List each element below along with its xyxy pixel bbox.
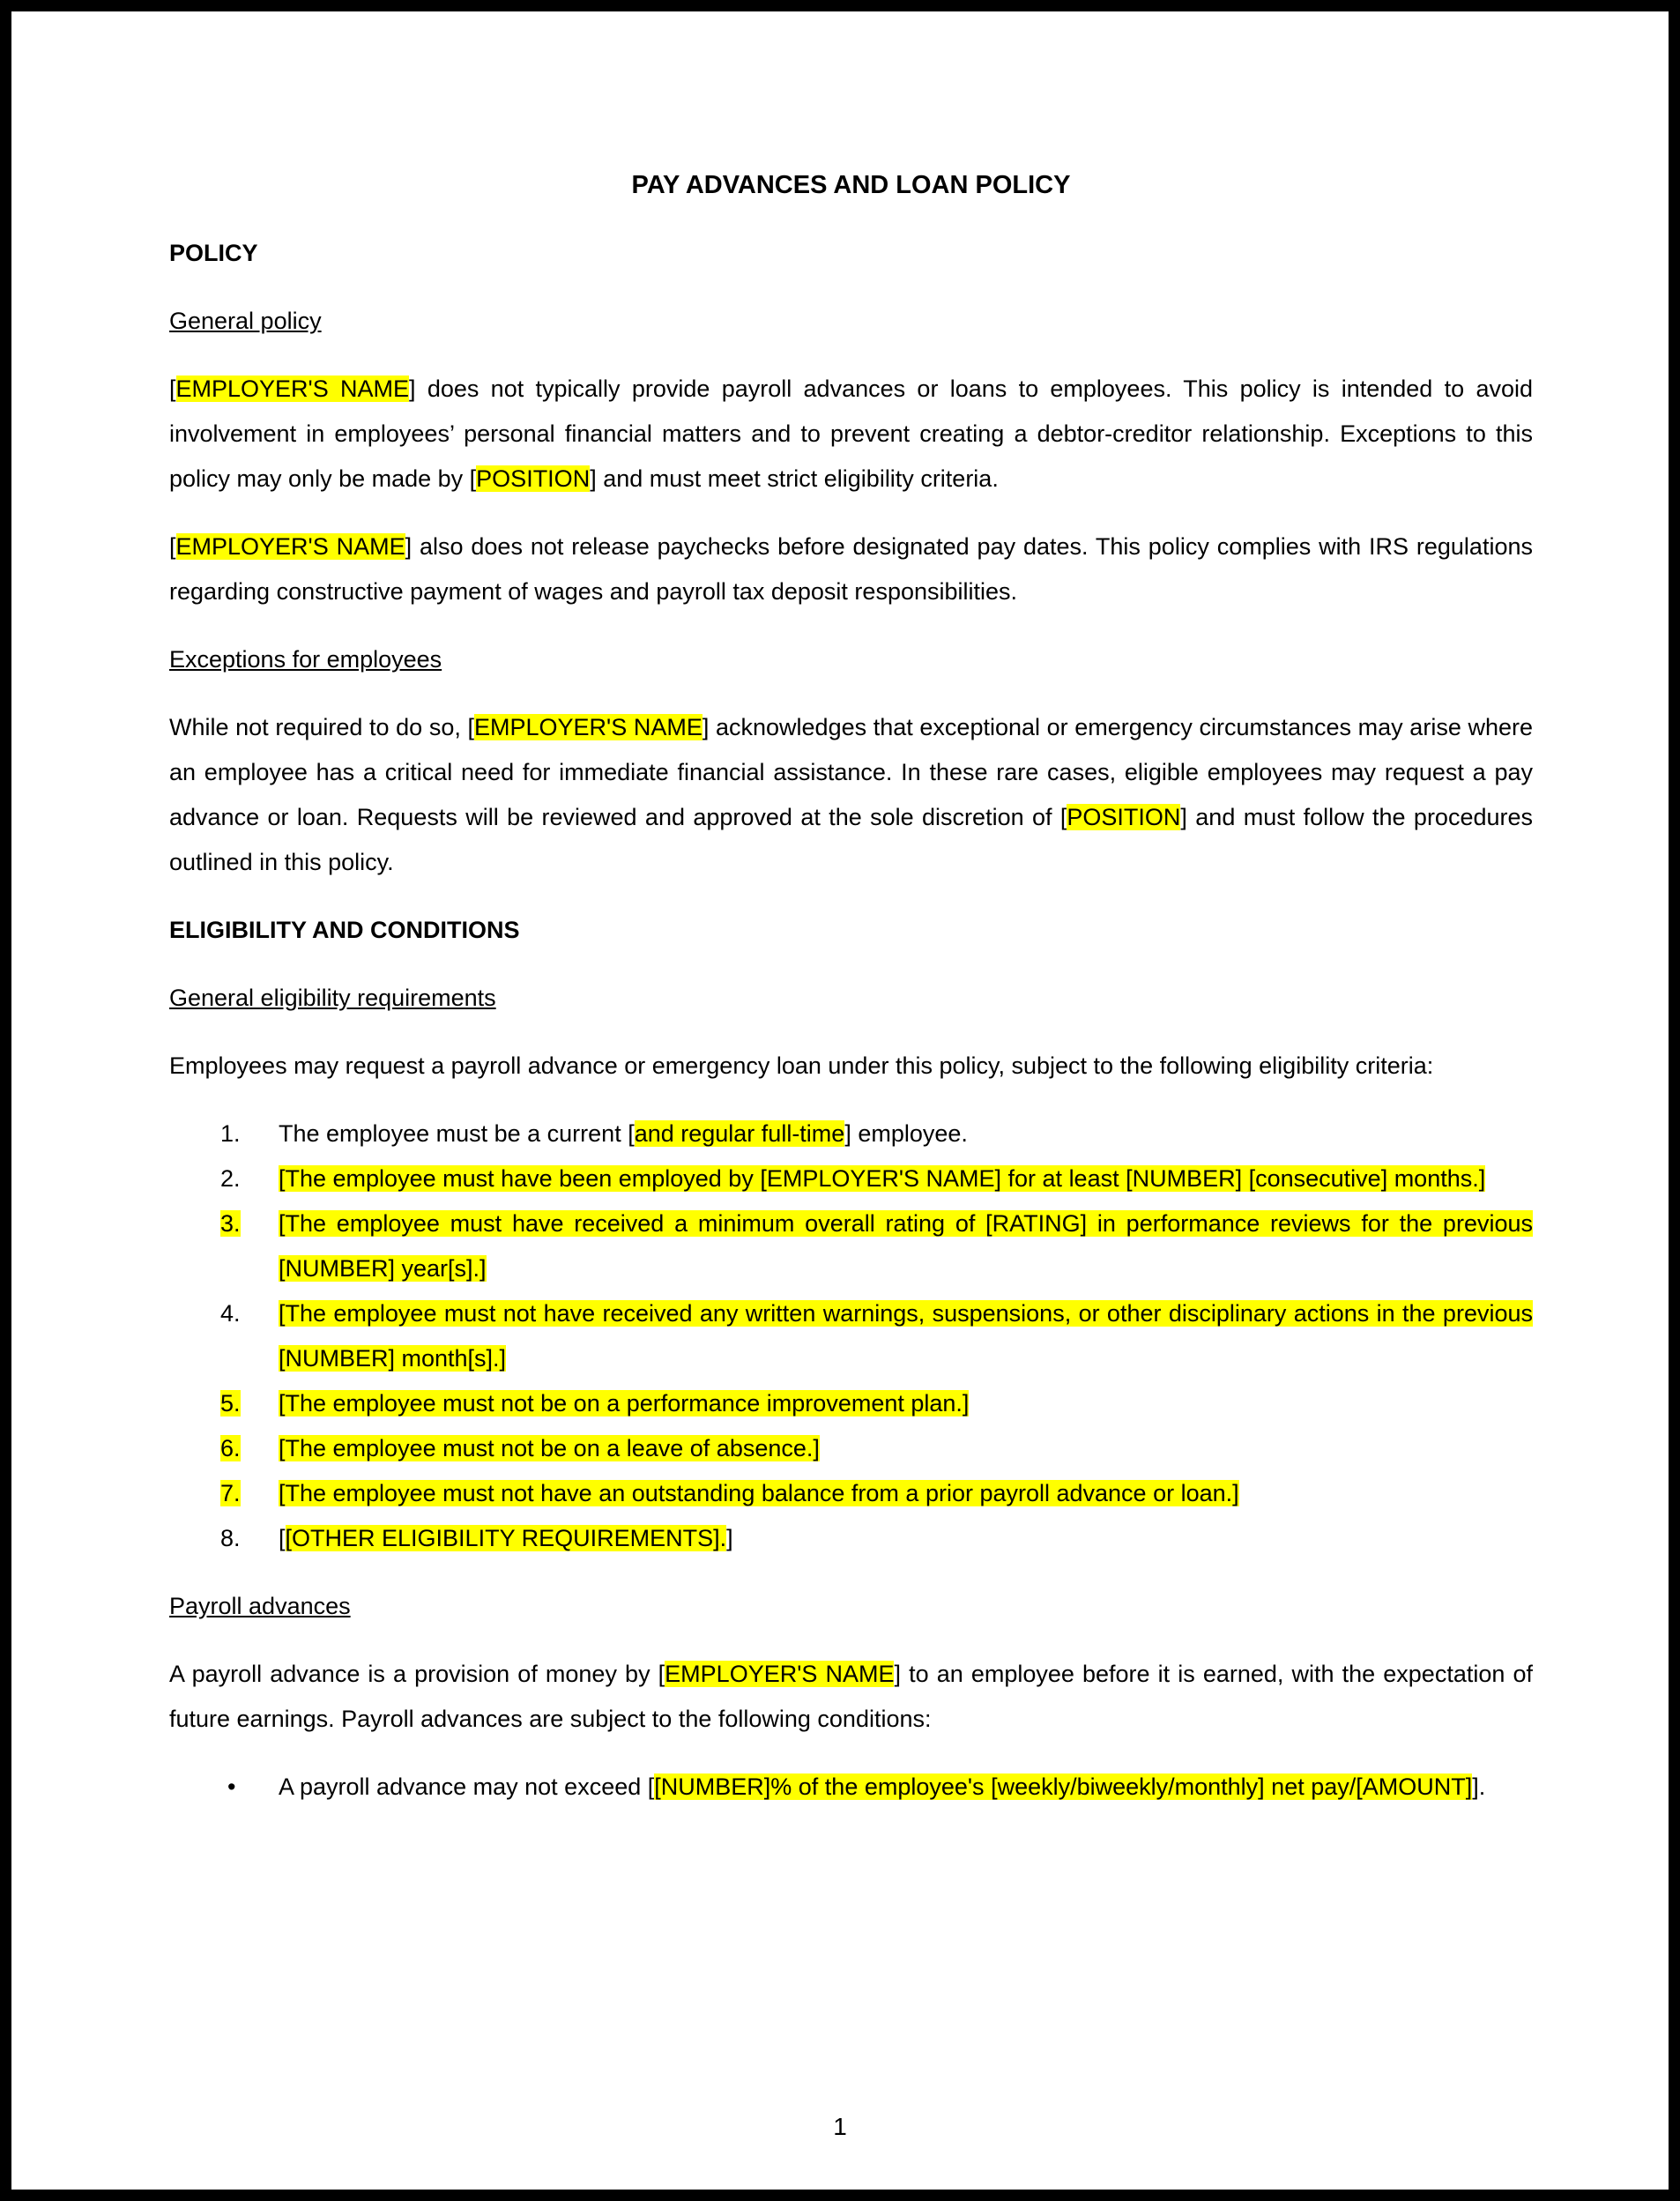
highlighted-text: EMPLOYER'S NAME	[175, 533, 405, 560]
list-item-text	[279, 1112, 1533, 1156]
text-segment: ] also does not release paychecks before designated pay dates. This policy complies with IRS regulations regarding constructive payment of wages and payroll tax deposit responsibilities.	[169, 533, 1533, 605]
highlighted-text: EMPLOYER'S NAME	[474, 714, 702, 740]
text-segment: ] does not typically provide payroll advances or loans to employees. This policy is intended to avoid involvement in employees’ personal financial matters and to prevent creating a debtor-creditor relationship. Exceptions to this policy may only be made by [	[169, 376, 1533, 492]
subheading-payroll-advances: Payroll advances	[169, 1593, 351, 1619]
text-segment: A payroll advance may not exceed [	[279, 1773, 655, 1800]
list-number	[220, 1381, 279, 1426]
list-item-text	[279, 1516, 1533, 1561]
highlighted-text: 7.	[220, 1480, 241, 1506]
list-item	[169, 1426, 1533, 1471]
list-number	[220, 1291, 279, 1381]
list-number	[220, 1471, 279, 1516]
highlighted-text: 5.	[220, 1390, 241, 1417]
text-segment: [	[279, 1525, 286, 1551]
subheading-general-policy: General policy	[169, 308, 322, 334]
text-segment: ] acknowledges that exceptional or emergency circumstances may arise where an employee has a critical need for immediate financial assistance. In these rare cases, eligible employees may request a pay advance or loan. Requests will be reviewed and approved at the sole discretion of [	[169, 714, 1534, 830]
highlighted-text: [OTHER ELIGIBILITY REQUIREMENTS].	[285, 1525, 727, 1551]
list-item	[169, 1471, 1533, 1516]
highlighted-text: EMPLOYER'S NAME	[665, 1661, 895, 1687]
text-segment: ]	[726, 1525, 733, 1551]
list-number	[220, 1516, 279, 1561]
list-number	[220, 1112, 279, 1156]
paragraph-general-policy-1	[169, 367, 1533, 502]
text-segment: 1.	[220, 1120, 241, 1147]
paragraph-general-policy-2	[169, 524, 1533, 614]
text-segment: ] and must meet strict eligibility criteria.	[590, 465, 999, 492]
bullet-glyph: •	[227, 1773, 236, 1800]
bullet-item-text	[279, 1765, 1533, 1810]
highlighted-text: [NUMBER]% of the employee's [weekly/biweekly/monthly] net pay/[AMOUNT]	[654, 1773, 1473, 1800]
list-item	[169, 1516, 1533, 1561]
text-segment: ] to an employee before it is earned, with the expectation of future earnings. Payroll advances are subject to the following conditions:	[169, 1661, 1533, 1732]
paragraph-payroll-advances	[169, 1652, 1533, 1742]
list-item-text	[279, 1381, 1533, 1426]
section-heading-policy: POLICY	[169, 240, 258, 266]
highlighted-text: [The employee must have been employed by [EMPLOYER'S NAME] for at least [NUMBER] [consecutive] months.]	[279, 1165, 1486, 1192]
text-segment: While not required to do so, [	[169, 714, 474, 740]
text-segment: 2.	[220, 1165, 241, 1192]
text-segment: [	[169, 376, 176, 402]
document-title: PAY ADVANCES AND LOAN POLICY	[631, 171, 1071, 199]
list-item-text	[279, 1471, 1533, 1516]
text-segment: [	[169, 533, 176, 560]
list-item	[169, 1156, 1533, 1201]
subheading-exceptions-for-employees: Exceptions for employees	[169, 646, 442, 673]
highlighted-text: POSITION	[1067, 804, 1181, 830]
highlighted-text: [The employee must not have received any written warnings, suspensions, or other disciplinary actions in the previous [NUMBER] month[s].]	[279, 1300, 1533, 1372]
highlighted-text: and regular full-time	[634, 1120, 845, 1147]
paragraph-eligibility-intro: Employees may request a payroll advance or emergency loan under this policy, subject to the following eligibility criteria:	[169, 1052, 1434, 1079]
text-segment: The employee must be a current [	[279, 1120, 635, 1147]
list-item	[169, 1201, 1533, 1291]
text-segment: A payroll advance is a provision of money by [	[169, 1661, 665, 1687]
list-number	[220, 1156, 279, 1201]
text-segment: ] and must follow the procedures outlined in this policy.	[169, 804, 1534, 875]
payroll-conditions-list	[169, 1765, 1533, 1810]
highlighted-text: [The employee must not be on a performance improvement plan.]	[279, 1390, 970, 1417]
highlighted-text: 3.	[220, 1210, 241, 1237]
highlighted-text: [The employee must not be on a leave of absence.]	[279, 1435, 820, 1461]
highlighted-text: POSITION	[476, 465, 591, 492]
list-number	[220, 1426, 279, 1471]
highlighted-text: [The employee must not have an outstanding balance from a prior payroll advance or loan.]	[279, 1480, 1239, 1506]
subheading-general-eligibility-requirements: General eligibility requirements	[169, 985, 496, 1011]
bullet-item	[169, 1765, 1533, 1810]
list-number	[220, 1201, 279, 1291]
text-segment: 8.	[220, 1525, 241, 1551]
list-item-text	[279, 1426, 1533, 1471]
text-segment: 4.	[220, 1300, 241, 1327]
paragraph-exceptions	[169, 705, 1533, 885]
list-item	[169, 1381, 1533, 1426]
list-item	[169, 1291, 1533, 1381]
document-content	[11, 11, 1669, 1810]
list-item-text	[279, 1291, 1533, 1381]
highlighted-text: [The employee must have received a minimum overall rating of [RATING] in performance reviews for the previous [NUMBER] year[s].]	[279, 1210, 1533, 1282]
text-segment: ] employee.	[844, 1120, 968, 1147]
section-heading-eligibility-and-conditions: ELIGIBILITY AND CONDITIONS	[169, 917, 520, 943]
list-item	[169, 1112, 1533, 1156]
page-number: 1	[833, 2113, 847, 2140]
highlighted-text: EMPLOYER'S NAME	[175, 376, 410, 402]
list-item-text	[279, 1201, 1533, 1291]
highlighted-text: 6.	[220, 1435, 241, 1461]
list-item-text	[279, 1156, 1533, 1201]
text-segment: ].	[1472, 1773, 1486, 1800]
eligibility-list	[169, 1112, 1533, 1561]
